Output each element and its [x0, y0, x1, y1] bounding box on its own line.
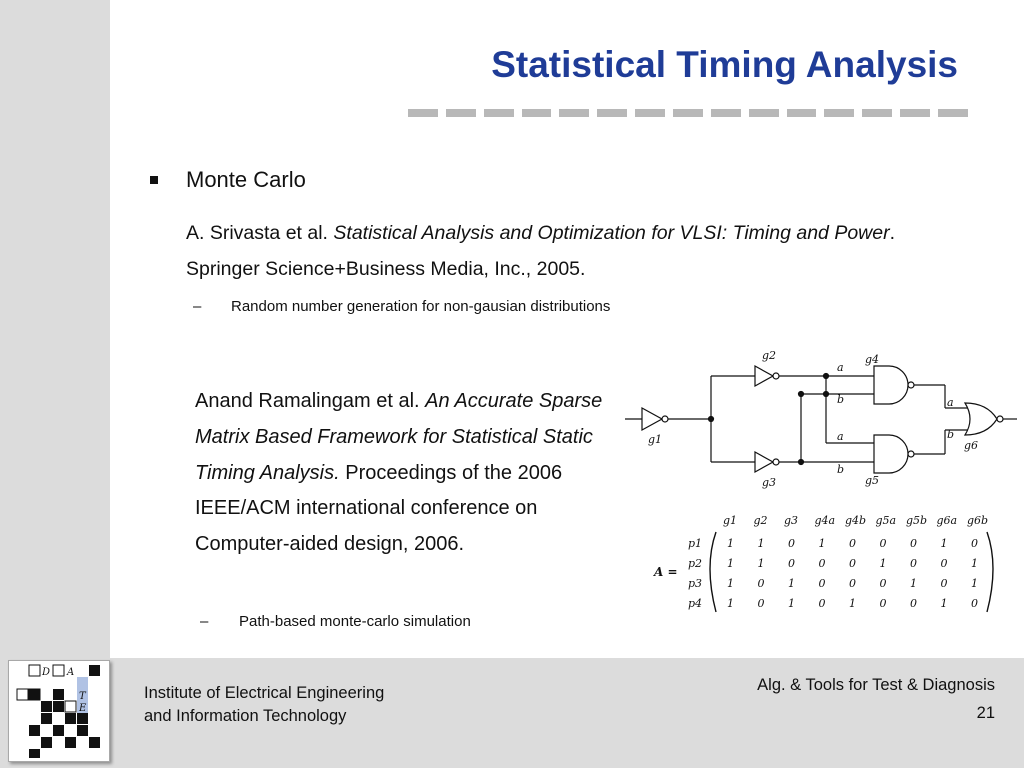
- path-matrix: [650, 508, 1000, 618]
- label-g2: g2: [762, 349, 777, 362]
- matrix-column-header: g1: [723, 514, 738, 527]
- matrix-cell: 0: [910, 597, 917, 610]
- label-g3: g3: [762, 476, 777, 489]
- reference-srivasta: [186, 215, 956, 287]
- matrix-cell: 1: [879, 557, 887, 570]
- pin-label-b: b: [947, 428, 955, 441]
- label-g1: g1: [648, 433, 663, 446]
- reference-ramalingam: [195, 384, 625, 563]
- matrix-cell: 1: [757, 557, 765, 570]
- ref1-publisher: . Springer Science+Business Media, Inc., 2005.: [186, 222, 896, 280]
- ref1-authors: A. Srivasta et al.: [186, 222, 334, 244]
- page-number: 21: [976, 704, 995, 722]
- pin-label-a: a: [837, 430, 844, 443]
- label-g5: g5: [865, 474, 880, 487]
- matrix-cell: 0: [818, 577, 826, 590]
- sub-bullet-path-based: Path-based monte-carlo simulation: [239, 613, 471, 630]
- matrix-cell: 0: [910, 537, 917, 550]
- title-dashed-rule: [408, 109, 968, 117]
- left-sidebar-band: [0, 0, 110, 658]
- sub-bullet-dash: –: [193, 298, 202, 315]
- matrix-cell: 0: [940, 557, 948, 570]
- sub-bullet-random-number: Random number generation for non-gausian distributions: [231, 298, 611, 315]
- matrix-cell: 1: [971, 557, 978, 570]
- sub-bullet-dash: –: [200, 613, 209, 630]
- matrix-cell: 1: [849, 597, 856, 610]
- logo-letter-t: T: [79, 691, 86, 702]
- matrix-column-header: g2: [753, 514, 768, 527]
- matrix-name: A =: [654, 565, 678, 579]
- matrix-cell: 0: [910, 557, 917, 570]
- matrix-cell: 1: [727, 577, 734, 590]
- matrix-column-header: g6a: [936, 514, 958, 527]
- matrix-cell: 0: [971, 597, 978, 610]
- matrix-cell: 0: [849, 537, 856, 550]
- matrix-cell: 0: [879, 537, 887, 550]
- matrix-cell: 1: [940, 537, 948, 550]
- institute-line-2: and Information Technology: [144, 707, 347, 725]
- matrix-cell: 0: [879, 597, 887, 610]
- matrix-cell: 1: [818, 537, 826, 550]
- bullet-marker: [150, 176, 158, 184]
- matrix-cell: 0: [788, 537, 795, 550]
- matrix-cell: 0: [818, 597, 826, 610]
- matrix-column-header: g4b: [845, 514, 867, 527]
- matrix-column-header: g4a: [814, 514, 836, 527]
- matrix-cell: 1: [940, 597, 948, 610]
- matrix-column-header: g5b: [906, 514, 928, 527]
- bullet-monte-carlo: Monte Carlo: [186, 167, 306, 192]
- slide-title: Statistical Timing Analysis: [491, 44, 958, 85]
- matrix-cell: 0: [818, 557, 826, 570]
- label-g4: g4: [865, 353, 880, 366]
- matrix-column-header: g6b: [967, 514, 989, 527]
- logo-letter-e: E: [79, 703, 87, 714]
- ref1-title: Statistical Analysis and Optimization for VLSI: Timing and Power: [333, 222, 890, 244]
- logo-letter-a: A: [67, 667, 75, 678]
- matrix-cell: 1: [727, 597, 734, 610]
- matrix-cell: 0: [849, 557, 856, 570]
- matrix-row-label: p3: [688, 577, 703, 590]
- matrix-cell: 0: [879, 577, 887, 590]
- matrix-cell: 0: [971, 537, 978, 550]
- footer-course-title: Alg. & Tools for Test & Diagnosis: [757, 676, 995, 694]
- matrix-cell: 1: [757, 537, 765, 550]
- matrix-cell: 1: [971, 577, 978, 590]
- matrix-row-label: p2: [688, 557, 703, 570]
- matrix-column-header: g3: [784, 514, 799, 527]
- pin-label-a: a: [837, 361, 844, 374]
- label-g6: g6: [964, 439, 979, 452]
- pin-label-b: b: [837, 463, 845, 476]
- institute-line-1: Institute of Electrical Engineering: [144, 684, 385, 702]
- matrix-cell: 1: [910, 577, 917, 590]
- matrix-cell: 0: [757, 597, 765, 610]
- footer-institute: [144, 682, 384, 728]
- pin-label-a: a: [947, 396, 954, 409]
- matrix-cell: 1: [727, 557, 734, 570]
- circuit-diagram: [625, 345, 1020, 495]
- matrix-cell: 0: [940, 577, 948, 590]
- ref2-authors: Anand Ramalingam et al.: [195, 390, 426, 412]
- matrix-cell: 1: [788, 597, 795, 610]
- matrix-cell: 0: [849, 577, 856, 590]
- logo-letter-d: D: [42, 667, 51, 678]
- matrix-row-label: p1: [688, 537, 703, 550]
- date-logo-icon: [9, 661, 109, 761]
- ref2-venue: Proceedings of the 2006 IEEE/ACM international conference on Computer-aided design, 2006.: [195, 461, 563, 556]
- matrix-cell: 0: [757, 577, 765, 590]
- matrix-cell: 0: [788, 557, 795, 570]
- institute-logo: [8, 660, 110, 762]
- ref2-title: An Accurate Sparse Matrix Based Framework for Statistical Static Timing Analysis.: [195, 390, 603, 484]
- pin-label-b: b: [837, 393, 845, 406]
- matrix-cell: 1: [727, 537, 734, 550]
- matrix-row-label: p4: [688, 597, 703, 610]
- matrix-cell: 1: [788, 577, 795, 590]
- matrix-column-header: g5a: [875, 514, 897, 527]
